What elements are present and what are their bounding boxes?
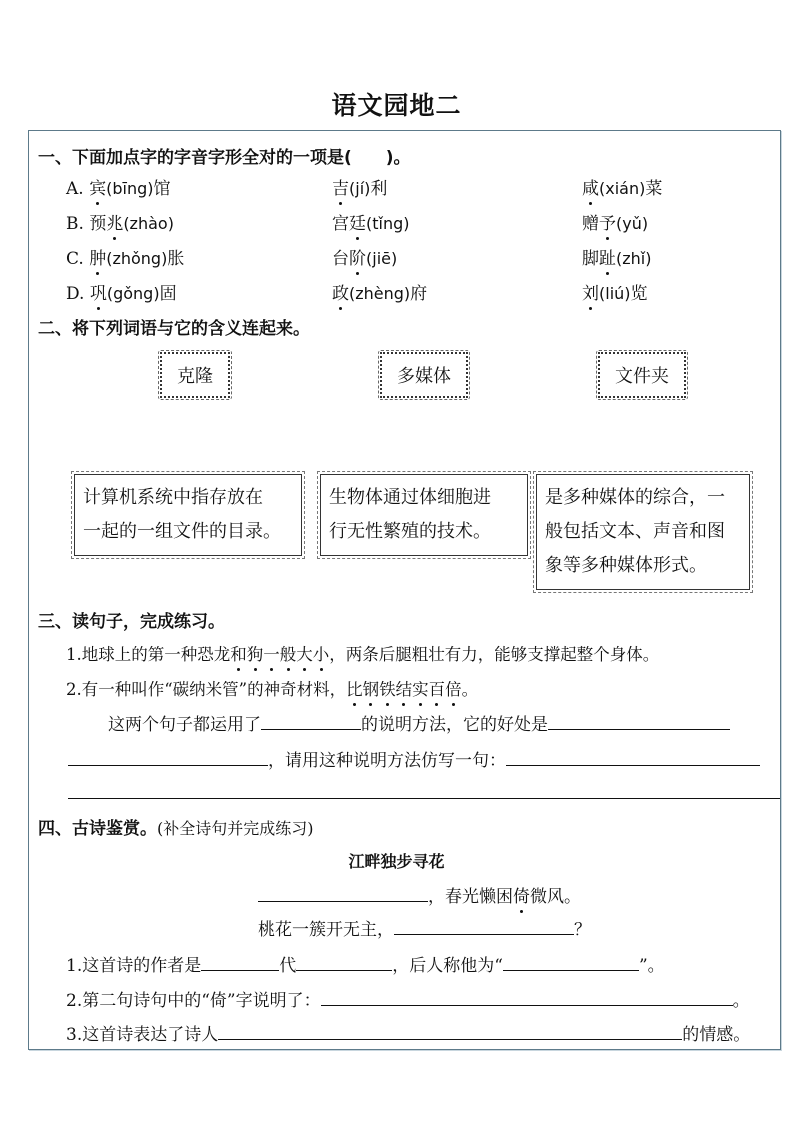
poem-line-1-b: 微风。 — [530, 887, 581, 907]
pinyin: (tǐng) — [366, 214, 410, 233]
q1-option-a-word-3 — [582, 174, 662, 199]
q4-item-1 — [66, 951, 665, 976]
q1-heading: 一、下面加点字的字音字形全对的一项是( )。 — [38, 148, 411, 168]
page-title: 语文园地二 — [331, 91, 462, 120]
blank-author[interactable] — [296, 952, 392, 971]
word-box-1 — [160, 352, 230, 398]
q1-option-c-word-1 — [66, 244, 184, 269]
dotted-char: 廷 — [349, 209, 366, 234]
q1-option-d-word-1 — [66, 279, 177, 304]
definition-3-line-1: 是多种媒体的综合，一 — [545, 487, 725, 508]
char-pre: 台 — [332, 249, 349, 269]
dotted-char: 吉 — [332, 174, 349, 199]
q1-option-d-word-3 — [582, 279, 648, 304]
q1-option-b-word-1 — [66, 209, 174, 234]
char-post: 府 — [410, 284, 428, 304]
dotted-char: 一 — [263, 641, 280, 665]
s1-pre: 1.地球上的第一种恐龙 — [66, 645, 231, 664]
pinyin: (yǔ) — [616, 214, 649, 233]
s2-post: 。 — [461, 680, 479, 699]
dotted-char: 百 — [429, 676, 446, 700]
answer-blank-benefit-2[interactable] — [68, 747, 268, 766]
pinyin: (zhèng) — [349, 284, 411, 303]
i1-d: ”。 — [638, 956, 665, 976]
char-pre: 预 — [89, 214, 107, 234]
pinyin: (zhǒng) — [106, 249, 168, 268]
definition-box-3 — [536, 474, 750, 590]
answer-blank-method[interactable] — [261, 711, 361, 730]
option-label: D. — [66, 284, 85, 304]
i1-c: ，后人称他为“ — [392, 956, 503, 976]
dotted-char: 宾 — [89, 174, 106, 199]
blank-title[interactable] — [503, 952, 639, 971]
definition-3-line-2: 般包括文本、声音和图 — [545, 521, 725, 542]
poem-line-2-b: ？ — [574, 920, 591, 940]
dotted-char: 比 — [346, 676, 363, 700]
word-3: 文件夹 — [615, 366, 669, 387]
q1-option-c-word-2 — [332, 244, 397, 269]
definition-2-line-1: 生物体通过体细胞进 — [329, 487, 491, 508]
s1-post: ，两条后腿粗壮有力，能够支撑起整个身体。 — [329, 645, 660, 664]
dotted-char: 小 — [313, 641, 330, 665]
char-pre: 赠 — [582, 214, 599, 234]
q4-heading-note: (补全诗句并完成练习) — [157, 819, 314, 838]
dotted-char: 狗 — [247, 641, 264, 665]
word-1: 克隆 — [177, 366, 213, 387]
dotted-char: 和 — [230, 641, 247, 665]
poem-line-2-a: 桃花一簇开无主， — [258, 920, 394, 940]
dotted-char: 予 — [599, 209, 616, 234]
poem-blank-1[interactable] — [258, 883, 428, 902]
pinyin: (jiē) — [366, 249, 398, 268]
i1-a: 1.这首诗的作者是 — [66, 956, 202, 976]
answer-blank-benefit-1[interactable] — [548, 711, 730, 730]
answer-blank-imitation-1[interactable] — [506, 747, 760, 766]
char-pre: 宫 — [332, 214, 349, 234]
poem-blank-2[interactable] — [394, 916, 574, 935]
char-post: 览 — [630, 284, 648, 304]
q1-option-d-word-2 — [332, 279, 427, 304]
s2-dotted — [346, 680, 462, 699]
definition-3-line-3: 象等多种媒体形式。 — [545, 555, 707, 576]
word-box-2 — [380, 352, 468, 398]
q1-option-b-word-3 — [582, 209, 648, 234]
word-2: 多媒体 — [397, 366, 451, 387]
option-label: B. — [66, 214, 84, 234]
blank-yi-meaning[interactable] — [321, 987, 733, 1006]
i2-b: 。 — [732, 991, 750, 1011]
pinyin: (zhào) — [123, 214, 174, 233]
dotted-char: 实 — [412, 676, 429, 700]
poem-dotted-char: 倚 — [513, 882, 530, 907]
q3-sentence-2 — [66, 676, 478, 700]
dotted-char: 趾 — [599, 244, 616, 269]
poem-title: 江畔独步寻花 — [348, 852, 445, 871]
q3-sentence-1 — [66, 641, 659, 665]
pinyin: (zhǐ) — [616, 249, 652, 268]
s2-pre: 2.有一种叫作“碳纳米管”的神奇材料， — [66, 680, 347, 699]
pinyin: (bīng) — [106, 179, 154, 198]
word-box-3 — [598, 352, 686, 398]
q4-item-3 — [66, 1020, 750, 1045]
option-label: C. — [66, 249, 84, 269]
q3-prompt-line-2 — [68, 746, 760, 771]
dotted-char: 大 — [296, 641, 313, 665]
pinyin: (xián) — [599, 179, 646, 198]
q3-p2: 的说明方法，它的好处是 — [361, 715, 548, 735]
dotted-char: 政 — [332, 279, 349, 304]
definition-1-line-1: 计算机系统中指存放在 — [83, 487, 263, 508]
char-post: 固 — [159, 284, 177, 304]
dotted-char: 般 — [280, 641, 297, 665]
option-label: A. — [66, 179, 84, 199]
definition-2-line-2: 行无性繁殖的技术。 — [329, 521, 491, 542]
i2-a: 2.第二句诗句中的“倚”字说明了： — [66, 991, 321, 1011]
q1-option-a-word-2 — [332, 174, 387, 199]
char-post: 利 — [370, 179, 388, 199]
q4-heading-row — [38, 814, 314, 839]
dotted-char: 铁 — [379, 676, 396, 700]
pinyin: (liú) — [599, 284, 631, 303]
blank-dynasty[interactable] — [201, 952, 279, 971]
q3-prompt-line-1 — [108, 710, 730, 735]
dotted-char: 巩 — [90, 279, 107, 304]
q1-option-c-word-3 — [582, 244, 651, 269]
char-post: 菜 — [645, 179, 663, 199]
definition-box-2 — [320, 474, 528, 556]
dotted-char: 钢 — [363, 676, 380, 700]
i3-a: 3.这首诗表达了诗人 — [66, 1025, 219, 1045]
char-post: 馆 — [153, 179, 171, 199]
pinyin: (jí) — [349, 179, 371, 198]
q3-heading: 三、读句子，完成练习。 — [38, 612, 225, 632]
poem-line-2 — [258, 915, 591, 940]
definition-box-1 — [74, 474, 302, 556]
q1-option-a-word-1 — [66, 174, 170, 199]
dotted-char: 肿 — [89, 244, 106, 269]
i3-b: 的情感。 — [682, 1025, 751, 1045]
pinyin: (gǒng) — [106, 284, 160, 303]
dotted-char: 倍 — [445, 676, 462, 700]
poem-line-1 — [258, 882, 581, 907]
dotted-char: 刘 — [582, 279, 599, 304]
q2-heading: 二、将下列词语与它的含义连起来。 — [38, 319, 310, 339]
q4-heading: 四、古诗鉴赏。 — [38, 819, 157, 839]
i1-b: 代 — [279, 956, 297, 976]
q1-option-b-word-2 — [332, 209, 410, 234]
blank-emotion[interactable] — [218, 1021, 682, 1040]
poem-line-1-a: ，春光懒困 — [428, 887, 513, 907]
dotted-char: 阶 — [349, 244, 366, 269]
dotted-char: 咸 — [582, 174, 599, 199]
s1-dotted — [230, 645, 329, 664]
char-pre: 脚 — [582, 249, 599, 269]
q3-p1: 这两个句子都运用了 — [108, 715, 261, 735]
q3-p3: ，请用这种说明方法仿写一句： — [268, 751, 506, 771]
dotted-char: 兆 — [106, 209, 123, 234]
answer-blank-imitation-2[interactable] — [68, 780, 780, 799]
q4-item-2 — [66, 986, 750, 1011]
dotted-char: 结 — [396, 676, 413, 700]
definition-1-line-2: 一起的一组文件的目录。 — [83, 521, 281, 542]
char-post: 胀 — [167, 249, 185, 269]
